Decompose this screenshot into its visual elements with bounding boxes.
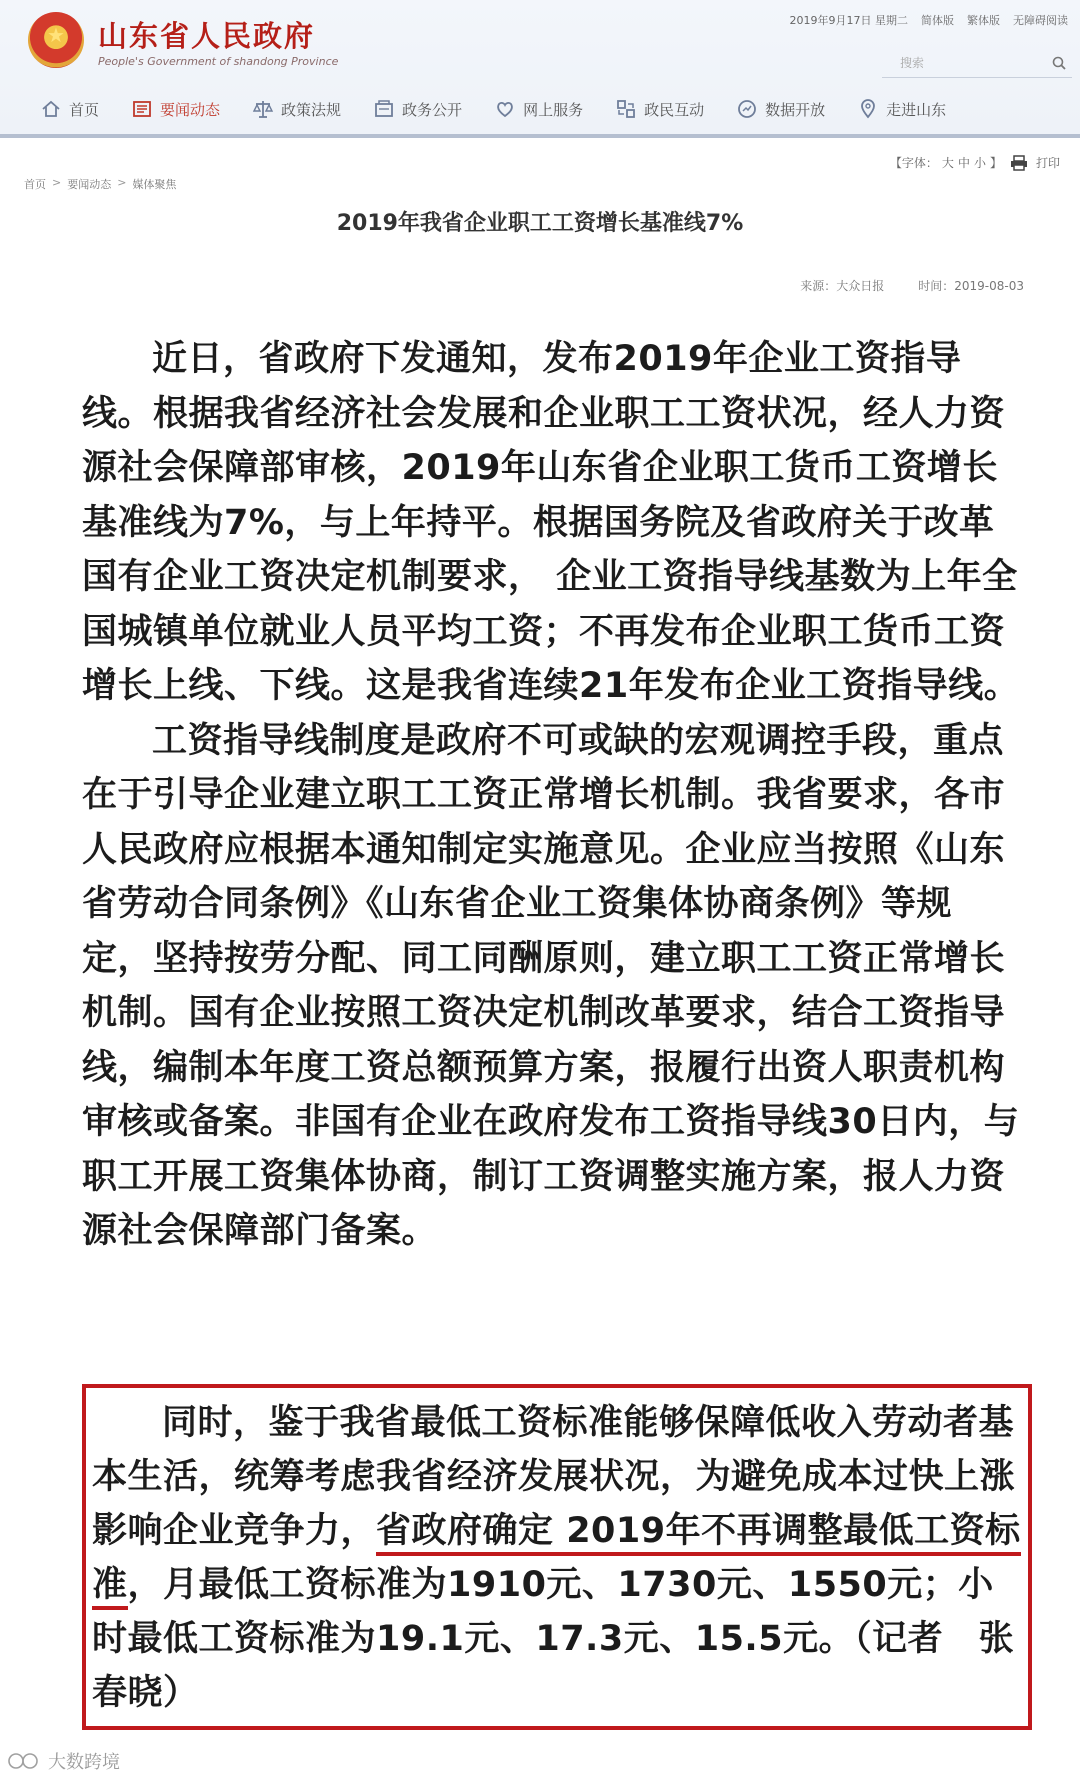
breadcrumb-home[interactable]: 首页 — [24, 178, 46, 191]
home-icon — [40, 98, 62, 120]
breadcrumb — [24, 176, 176, 192]
breadcrumb-media[interactable]: 媒体聚焦 — [132, 178, 177, 191]
breadcrumb-news[interactable]: 要闻动态 — [67, 178, 112, 191]
news-icon — [131, 98, 153, 120]
accessibility-link[interactable]: 无障碍阅读 — [1013, 14, 1068, 27]
nav-label: 政务公开 — [402, 100, 463, 119]
traditional-link[interactable]: 繁体版 — [967, 14, 1000, 27]
article-paragraph-3 — [92, 1388, 1022, 1720]
article-time: 时间：2019-08-03 — [918, 279, 1024, 293]
nav-label: 数据开放 — [765, 100, 826, 119]
nav-item-open-gov[interactable] — [373, 92, 462, 126]
site-title[interactable]: 山东省人民政府 — [98, 19, 316, 53]
watermark — [6, 1748, 120, 1774]
nav-item-online-service[interactable] — [494, 92, 583, 126]
folder-icon — [373, 98, 395, 120]
font-close: 】 — [989, 156, 1002, 170]
main-nav — [40, 92, 1070, 126]
article-source: 来源：大众日报 — [800, 279, 885, 293]
article-body — [82, 332, 1022, 1259]
highlighted-paragraph-box — [82, 1384, 1032, 1730]
breadcrumb-separator: > — [52, 176, 62, 189]
article-meta — [800, 277, 1024, 294]
nav-label: 政策法规 — [281, 100, 342, 119]
article-paragraph-2: 工资指导线制度是政府不可或缺的宏观调控手段，重点在于引导企业建立职工工资正常增长机制。我省要求，各市人民政府应根据本通知制定实施意见。企业应当按照《山东省劳动合同条例》《山东省企业工资集体协商条例》等规定，坚持按劳分配、同工同酬原则，建立职工工资正常增长机制。国有企业按照工资决定机制改革要求，结合工资指导线，编制本年度工资总额预算方案，报履行出资人职责机构审核或备案。非国有企业在政府发布工资指导线30日内，与职工开展工资集体协商，制订工资调整实施方案，报人力资源社会保障部门备案。 — [82, 720, 1020, 1251]
font-size-control — [890, 154, 1002, 171]
watermark-text: 大数跨境 — [48, 1752, 120, 1773]
article-title: 2019年我省企业职工工资增长基准线7% — [336, 211, 744, 236]
top-links — [790, 12, 1069, 28]
search-input[interactable] — [882, 50, 1032, 76]
heart-icon — [494, 98, 516, 120]
font-size-medium[interactable]: 中 — [957, 156, 970, 170]
nav-item-interaction[interactable] — [615, 92, 704, 126]
breadcrumb-separator: > — [117, 176, 127, 189]
article-paragraph-1: 近日，省政府下发通知，发布2019年企业工资指导线。根据我省经济社会发展和企业职工工资状况，经人力资源社会保障部审核，2019年山东省企业职工货币工资增长基准线为7%，与上年持平。根据国务院及省政府关于改革国有企业工资决定机制要求， 企业工资指导线基数为上年全国城镇单位就业人员平均工资；不再发布企业职工货币工资增长上线、下线。这是我省连续21年发布企业工资指导线。 — [82, 339, 1020, 706]
nav-item-open-data[interactable] — [736, 92, 825, 126]
article-tools — [890, 154, 1060, 171]
watermark-logo-icon — [6, 1751, 42, 1771]
nav-item-news[interactable] — [131, 92, 220, 126]
font-size-small[interactable]: 小 — [973, 156, 986, 170]
paragraph-3-lead: 同时，鉴于我省最低工资标准能够保障低收入劳动者基本生活，统筹考虑我省经济发展状况，为避免成本过快上涨影响企业竞争力， — [92, 1403, 1016, 1551]
search-icon[interactable] — [1052, 56, 1066, 70]
national-emblem-icon: ★ — [28, 12, 84, 68]
nav-label: 首页 — [69, 100, 100, 119]
date-label: 2019年9月17日 星期二 — [789, 14, 908, 27]
nav-label: 走进山东 — [886, 100, 947, 119]
nav-item-policy[interactable] — [252, 92, 341, 126]
printer-icon[interactable] — [1010, 155, 1028, 171]
interaction-icon — [615, 98, 637, 120]
paragraph-3-tail: ，月最低工资标准为1910元、1730元、1550元；小时最低工资标准为19.1元、17.3元、15.5元。（记者 张春晓） — [92, 1565, 1015, 1713]
nav-item-home[interactable] — [40, 92, 99, 126]
location-icon — [857, 98, 879, 120]
underlined-key-sentence: 省政府确定 2019年不再调整最低工资标准 — [92, 1511, 1021, 1610]
site-subtitle: People's Government of shandong Province — [98, 55, 339, 68]
nav-label: 政民互动 — [644, 100, 705, 119]
font-label: 【字体： — [889, 156, 938, 170]
print-link[interactable]: 打印 — [1035, 156, 1060, 170]
scales-icon — [252, 98, 274, 120]
data-icon — [736, 98, 758, 120]
simplified-link[interactable]: 简体版 — [921, 14, 954, 27]
site-header — [0, 0, 1080, 138]
search-box — [882, 50, 1072, 78]
nav-item-shandong[interactable] — [857, 92, 946, 126]
nav-label: 网上服务 — [523, 100, 584, 119]
nav-label: 要闻动态 — [160, 100, 221, 119]
font-size-large[interactable]: 大 — [941, 156, 954, 170]
